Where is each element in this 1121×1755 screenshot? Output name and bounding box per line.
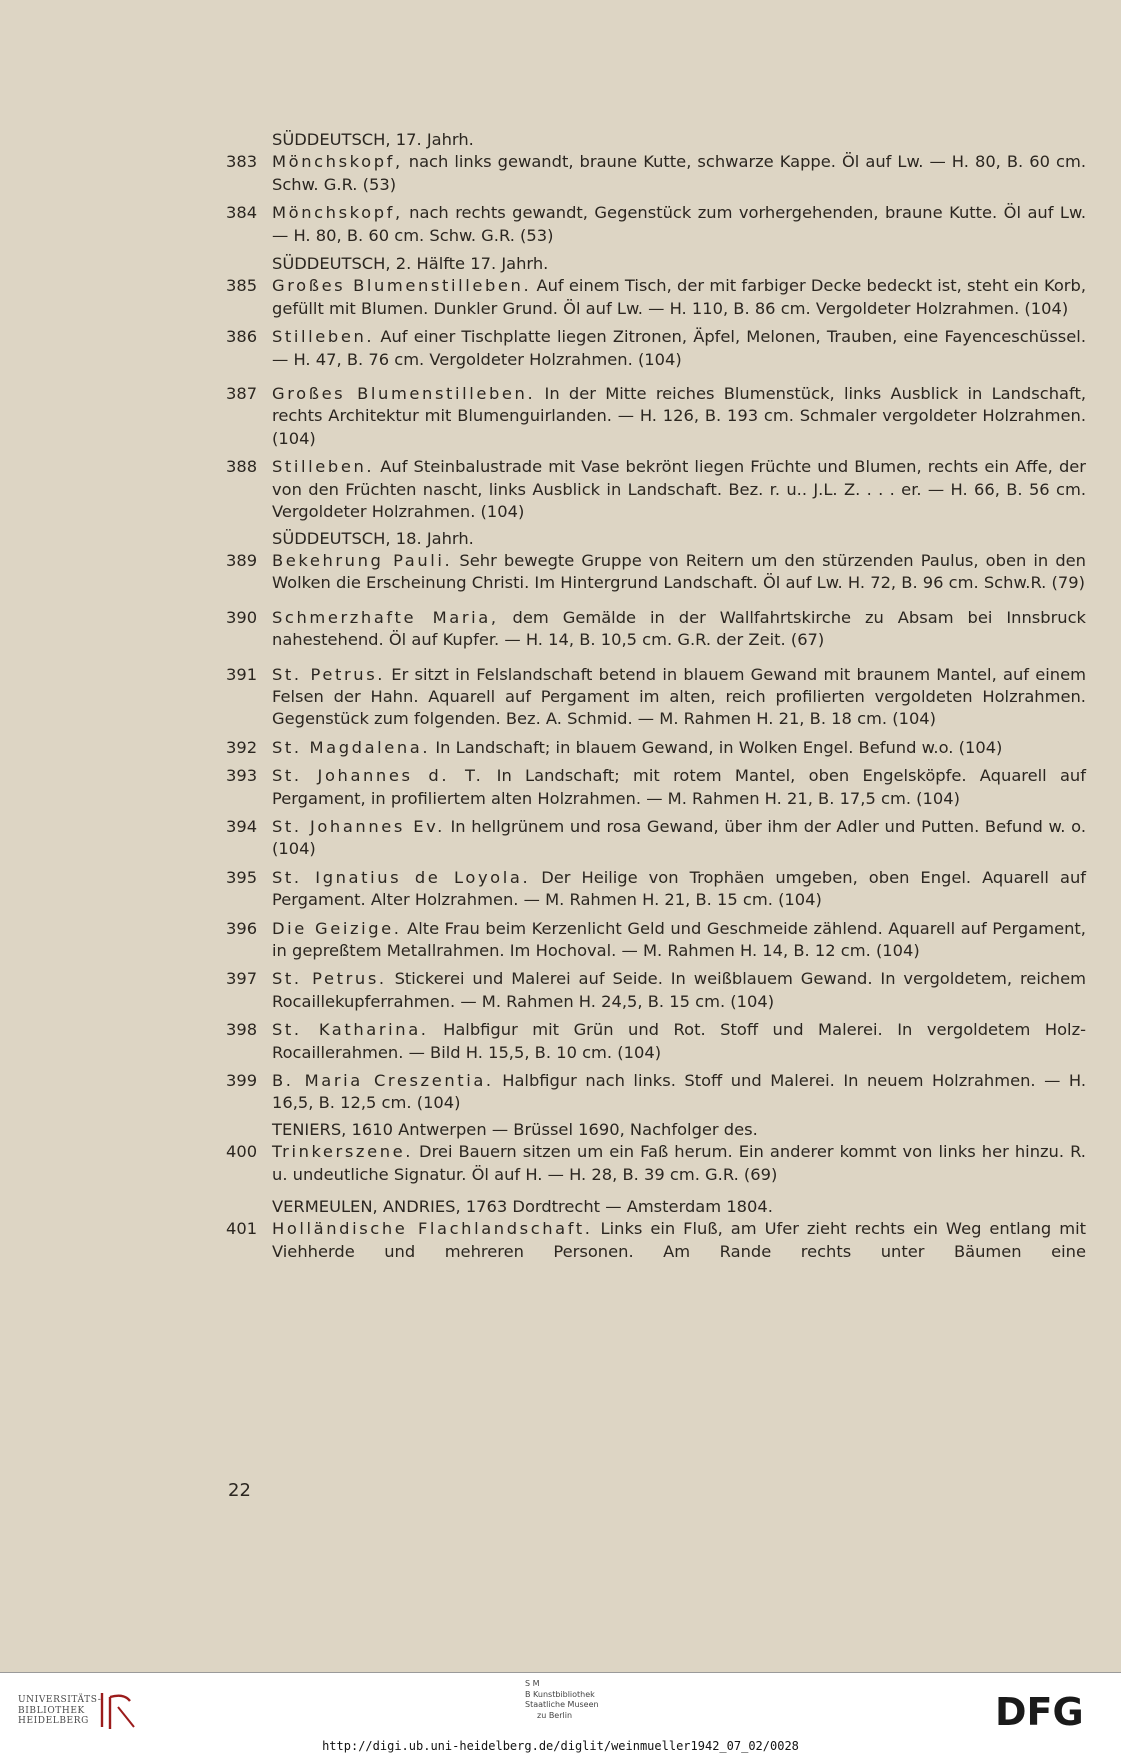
section-header: TENIERS, 1610 Antwerpen — Brüssel 1690, Nachfolger des. <box>272 1119 758 1139</box>
entry-title: St. Johannes d. T. <box>272 766 484 786</box>
university-line: UNIVERSITÄTS- <box>18 1695 102 1705</box>
entry-number: 391 <box>226 664 258 684</box>
dfg-logo-text: DFG <box>995 1691 1084 1731</box>
entry-text: Auf Steinbalustrade mit Vase bekrönt liegen Früchte und Blumen, rechts ein Affe, der von den Früchten nascht, links Ausblick in Landschaft. Bez. r. u.. J.L. Z. . . . er. — H. 66, B. 56 cm. Vergoldeter Holzrahmen. (104) <box>272 457 1086 522</box>
entry-text: Sehr bewegte Gruppe von Reitern um den stürzenden Paulus, oben in den Wolken die Erscheinung Christi. Im Hintergrund Landschaft. Öl auf Lw. H. 72, B. 96 cm. Schw.R. (79) <box>272 550 1086 593</box>
entry-title: Bekehrung Pauli. <box>272 550 453 570</box>
section-sueddeutsch-2h17 <box>226 253 1086 523</box>
catalog-entry <box>226 1070 1086 1115</box>
catalog-entry <box>226 1141 1086 1186</box>
entry-text: dem Gemälde in der Wallfahrtskirche zu Absam bei Innsbruck nahestehend. Öl auf Kupfer. — H. 14, B. 10,5 cm. G.R. der Zeit. (67) <box>272 607 1086 650</box>
entry-text: Alte Frau beim Kerzenlicht Geld und Geschmeide zählend. Aquarell auf Pergament, in gepreßtem Metallrahmen. Im Hochoval. — M. Rahmen H. 14, B. 12 cm. (104) <box>272 918 1086 960</box>
entry-text: Er sitzt in Felslandschaft betend in blauem Gewand mit braunem Mantel, auf einem Felsen der Hahn. Aquarell auf Pergament im alten, reich profilierten vergoldeten Holzrahmen. Gegenstück zum folgenden. Bez. A. Schmid. — M. Rahmen H. 21, B. 18 cm. (104) <box>272 664 1087 729</box>
entry-title: St. Johannes Ev. <box>272 816 445 836</box>
university-line: BIBLIOTHEK <box>18 1705 85 1716</box>
digitization-footer <box>0 1672 1121 1755</box>
entry-title: Holländische Flachlandschaft. <box>272 1219 593 1239</box>
section-teniers <box>226 1119 1086 1186</box>
entry-text: Stickerei und Malerei auf Seide. In weißblauem Gewand. In vergoldetem, reichem Rocaillekupferrahmen. — M. Rahmen H. 24,5, B. 15 cm. (104) <box>272 969 1086 1011</box>
entry-title: Trinkerszene. <box>272 1142 414 1162</box>
entry-text: Halbfigur mit Grün und Rot. Stoff und Malerei. In vergoldetem Holz-Rocaillerahmen. — Bild H. 15,5, B. 10 cm. (104) <box>272 1020 1086 1062</box>
catalog-entry <box>226 326 1086 371</box>
entry-title: Die Geizige. <box>272 918 402 938</box>
entry-number: 388 <box>226 457 258 477</box>
section-header: SÜDDEUTSCH, 2. Hälfte 17. Jahrh. <box>272 254 549 274</box>
entry-text: Auf einem Tisch, der mit farbiger Decke bedeckt ist, steht ein Korb, gefüllt mit Blumen. Dunkler Grund. Öl auf Lw. — H. 110, B. 86 cm. Vergoldeter Holzrahmen. (104) <box>272 276 1087 318</box>
entry-number: 400 <box>226 1142 258 1162</box>
section-vermeulen <box>226 1196 1086 1263</box>
entry-title: St. Magdalena. <box>272 737 431 757</box>
entry-text: In Landschaft; mit rotem Mantel, oben Engelsköpfe. Aquarell auf Pergament, in profiliertem alten Holzrahmen. — M. Rahmen H. 21, B. 17,5 cm. (104) <box>272 766 1086 808</box>
entry-text: Der Heilige von Trophäen umgeben, oben Engel. Aquarell auf Pergament. Alter Holzrahmen. — M. Rahmen H. 21, B. 15 cm. (104) <box>272 867 1086 910</box>
entry-title: Mönchskopf, <box>272 203 403 223</box>
entry-number: 395 <box>226 867 258 887</box>
entry-text: Drei Bauern sitzen um ein Faß herum. Ein anderer kommt von links her hinzu. R. u. undeutliche Signatur. Öl auf H. — H. 28, B. 39 cm. G.R. (69) <box>272 1142 1086 1184</box>
catalog-entry <box>226 456 1086 523</box>
catalog-entry <box>226 918 1086 963</box>
heidelberg-library-icon <box>96 1687 140 1733</box>
university-library-label <box>18 1695 101 1727</box>
entry-number: 398 <box>226 1020 258 1040</box>
entry-text: nach links gewandt, braune Kutte, schwarze Kappe. Öl auf Lw. — H. 80, B. 60 cm. Schw. G.R. (53) <box>272 152 1086 194</box>
entry-text: In hellgrünem und rosa Gewand, über ihm der Adler und Putten. Befund w. o. (104) <box>272 816 1086 859</box>
entry-title: Schmerzhafte Maria, <box>272 607 499 627</box>
entry-number: 396 <box>226 918 258 938</box>
catalog-entry <box>226 968 1086 1013</box>
university-line: HEIDELBERG <box>18 1716 89 1726</box>
entry-number: 401 <box>226 1219 258 1239</box>
source-url[interactable]: http://digi.ub.uni-heidelberg.de/diglit/weinmueller1942_07_02/0028 <box>322 1739 799 1753</box>
catalog-entry <box>226 765 1086 810</box>
entry-number: 397 <box>226 969 258 989</box>
entry-number: 394 <box>226 816 258 836</box>
entry-text: Halbfigur nach links. Stoff und Malerei. In neuem Holzrahmen. — H. 16,5, B. 12,5 cm. (104) <box>272 1071 1087 1113</box>
sm-line: S M <box>525 1679 540 1688</box>
catalog-entry <box>226 867 1086 912</box>
entry-title: B. Maria Creszentia. <box>272 1071 494 1091</box>
sm-line: zu Berlin <box>537 1710 573 1720</box>
entry-title: St. Ignatius de Loyola. <box>272 867 531 887</box>
entry-number: 387 <box>226 384 258 404</box>
section-header: SÜDDEUTSCH, 17. Jahrh. <box>272 130 474 149</box>
entry-title: St. Petrus. <box>272 664 386 684</box>
catalog-entry <box>226 202 1086 247</box>
entry-text: Auf einer Tischplatte liegen Zitronen, Äpfel, Melonen, Trauben, eine Fayenceschüssel. — H. 47, B. 76 cm. Vergoldeter Holzrahmen. (104) <box>272 327 1086 369</box>
entry-number: 385 <box>226 276 258 296</box>
catalog-entry <box>226 550 1086 595</box>
catalog-entry <box>226 1019 1086 1064</box>
catalog-entry <box>226 607 1086 652</box>
page-number: 22 <box>228 1480 251 1501</box>
entry-title: St. Katharina. <box>272 1020 429 1040</box>
catalog-entry <box>226 816 1086 861</box>
section-sueddeutsch-17 <box>226 129 1086 247</box>
entry-title: St. Petrus. <box>272 969 387 989</box>
entry-number: 386 <box>226 327 258 347</box>
entry-text: nach rechts gewandt, Gegenstück zum vorhergehenden, braune Kutte. Öl auf Lw. — H. 80, B. 60 cm. Schw. G.R. (53) <box>272 203 1086 245</box>
sm-line: B Kunstbibliothek <box>525 1689 595 1699</box>
catalog-entry <box>226 151 1086 196</box>
section-sueddeutsch-18 <box>226 528 1086 1115</box>
entry-text: In Landschaft; in blauem Gewand, in Wolken Engel. Befund w.o. (104) <box>430 737 1003 757</box>
catalog-entry <box>226 275 1086 320</box>
entry-number: 383 <box>226 152 258 172</box>
entry-number: 390 <box>226 607 258 627</box>
entry-number: 399 <box>226 1071 258 1091</box>
entry-title: Stilleben. <box>272 457 375 477</box>
catalog-entry <box>226 383 1086 450</box>
catalog-entry <box>226 737 1086 759</box>
entry-number: 393 <box>226 766 258 786</box>
section-header: VERMEULEN, ANDRIES, 1763 Dordtrecht — Amsterdam 1804. <box>272 1197 773 1217</box>
catalog-entry <box>226 664 1086 731</box>
entry-title: Stilleben. <box>272 327 375 347</box>
dfg-logo-icon <box>995 1691 1103 1731</box>
entry-text: Links ein Fluß, am Ufer zieht rechts ein Weg entlang mit Viehherde und mehreren Personen. Am Rande rechts unter Bäumen eine <box>272 1219 1086 1261</box>
section-header: SÜDDEUTSCH, 18. Jahrh. <box>272 528 474 548</box>
catalog-column <box>226 129 1086 1263</box>
entry-number: 392 <box>226 737 258 757</box>
kunstbibliothek-label <box>525 1679 599 1721</box>
sm-line: Staatliche Museen <box>525 1700 599 1709</box>
entry-title: Großes Blumenstilleben. <box>272 384 536 404</box>
entry-text: In der Mitte reiches Blumenstück, links Ausblick in Landschaft, rechts Architektur mit Blumenguirlanden. — H. 126, B. 193 cm. Schmaler vergoldeter Holzrahmen. (104) <box>272 384 1086 448</box>
entry-number: 384 <box>226 203 258 223</box>
entry-title: Großes Blumenstilleben. <box>272 276 532 296</box>
entry-title: Mönchskopf, <box>272 152 403 172</box>
catalog-entry <box>226 1218 1086 1263</box>
entry-number: 389 <box>226 550 258 570</box>
